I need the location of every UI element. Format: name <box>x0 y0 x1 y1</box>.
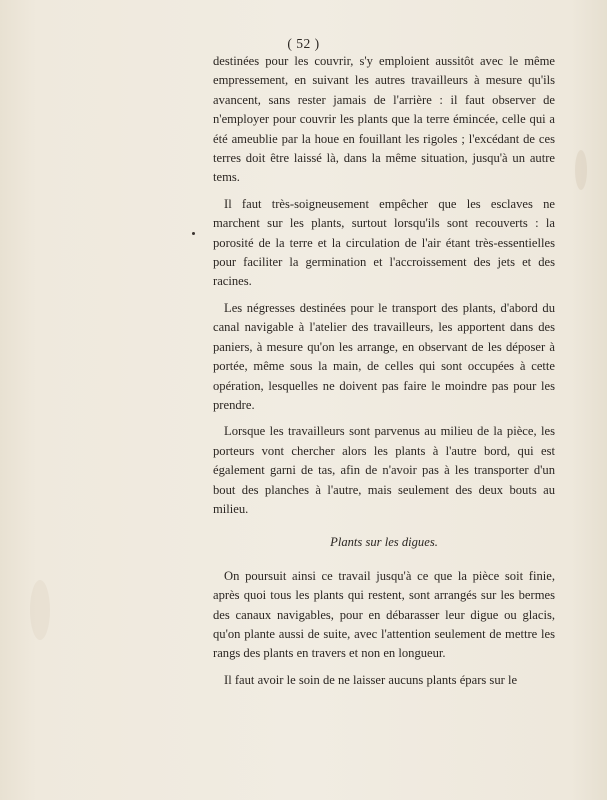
paper-stain <box>575 150 587 190</box>
paragraph: Il faut très-soigneusement empêcher que les esclaves ne marchent sur les plants, surtout lorsqu'ils sont recouverts : la porosité de la terre et la circulation de l'air étant très-essentielles pour faciliter la germination et l'accroissement des jets et des racines. <box>213 196 555 289</box>
paragraph: Il faut avoir le soin de ne laisser aucuns plants épars sur le <box>224 672 518 687</box>
paragraph: On poursuit ainsi ce travail jusqu'à ce que la pièce soit finie, après quoi tous les plants qui restent, sont arrangés sur les bermes des canaux navigables, pour en débarasser leur digue ou glacis, qu'on plante aussi de suite, avec l'attention seulement de mettre les rangs des plants en travers et non en longueur. <box>213 568 555 661</box>
section-heading: Plants sur les digues. <box>330 535 438 550</box>
margin-mark <box>192 232 195 235</box>
paragraph: Lorsque les travailleurs sont parvenus au milieu de la pièce, les porteurs vont chercher alors les plants à l'autre bord, qui est également garni de tas, afin de n'avoir pas à les transporter d'un bout des planches à l'autre, mais seulement des deux bouts au milieu. <box>213 424 555 516</box>
paragraph: Les négresses destinées pour le transport des plants, d'abord du canal navigable à l'atelier des travailleurs, les apportent dans des paniers, à mesure qu'on les arrange, en observant de les déposer à portée, même sous la main, de celles qui sont occupées à cette opération, lesquelles ne doivent pas faire le moindre pas pour les prendre. <box>213 300 555 412</box>
page-number: ( 52 ) <box>287 36 320 51</box>
paper-stain <box>30 580 50 640</box>
paragraph: destinées pour les couvrir, s'y emploient aussitôt avec le même empressement, en suivant les autres travailleurs à mesure qu'ils avancent, sans rester jamais de l'arrière : il faut observer de n'employer pour couvrir les plants que la terre émincée, celle qui a été ameublie par la houe en fouillant les rigoles ; l'excédant de ces terres doit être laissé là, dans la même situation, jusqu'à un autre tems. <box>213 54 555 185</box>
body-text <box>213 52 555 697</box>
